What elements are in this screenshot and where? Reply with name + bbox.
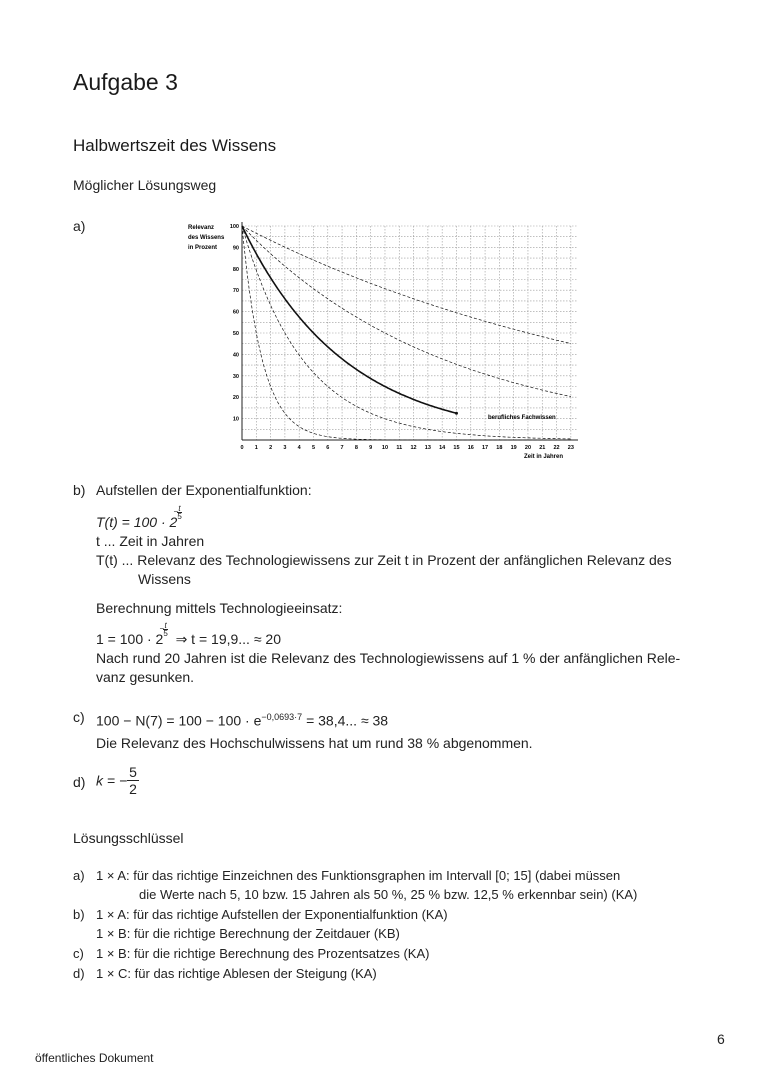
series-line-dashed-4 [242, 226, 571, 344]
solution-heading: Möglicher Lösungsweg [73, 177, 217, 193]
y-tick-label: 60 [232, 309, 239, 316]
calc-exponent [159, 621, 168, 638]
task-subtitle: Halbwertszeit des Wissens [73, 136, 277, 155]
exponent-numerator: t [178, 504, 181, 513]
x-tick-label: 1 [254, 445, 258, 451]
page-title: Aufgabe 3 [73, 69, 178, 95]
y-tick-label: 10 [232, 416, 239, 423]
part-c-formula-exponent: −0,0693·7 [261, 712, 303, 722]
series-line-dashed-3 [242, 226, 571, 397]
chart-axes [242, 222, 578, 440]
y-tick-label: 70 [232, 288, 239, 295]
x-tick-label: 19 [510, 445, 517, 451]
key-item-a-line1: 1 × A: für das richtige Einzeichnen des Funktionsgraphen im Intervall [0; 15] (dabei müssen [96, 868, 621, 883]
y-tick-label: 30 [232, 373, 239, 380]
part-d-fraction [127, 764, 139, 797]
part-c-formula-result: = 38,4... ≈ 38 [302, 712, 389, 729]
key-item-b-line2: 1 × B: für die richtige Berechnung der Zeitdauer (KB) [96, 926, 400, 941]
key-item-d-line1: 1 × C: für das richtige Ablesen der Steigung (KA) [96, 966, 377, 981]
x-tick-label: 2 [269, 445, 273, 451]
x-tick-label: 22 [553, 445, 560, 451]
y-tick-label: 90 [232, 245, 239, 252]
series-annotation: berufliches Fachwissen [488, 415, 556, 421]
calc-heading: Berechnung mittels Technologieeinsatz: [96, 600, 343, 616]
part-d-label: d) [73, 774, 86, 790]
x-tick-label: 20 [524, 445, 532, 451]
calc-lhs: 1 = 100 · 2 [96, 631, 164, 647]
calc-rhs: ⇒ t = 19,9... ≈ 20 [175, 631, 281, 647]
x-tick-label: 21 [539, 445, 546, 451]
formula-exponent [173, 504, 182, 521]
x-tick-label: 16 [467, 445, 474, 451]
x-tick-label: 3 [283, 445, 287, 451]
key-item-a-label: a) [73, 868, 85, 883]
y-axis-label-line2: des Wissens [188, 235, 225, 241]
x-tick-label: 7 [340, 445, 344, 451]
part-b-label: b) [73, 482, 86, 498]
part-b-formula [96, 505, 182, 531]
part-d-lhs: k = − [96, 772, 128, 789]
x-tick-label: 5 [311, 445, 316, 451]
def-T-line2: Wissens [138, 571, 191, 587]
chart-labels [188, 225, 563, 460]
x-tick-label: 17 [482, 445, 489, 451]
part-c-formula-main: 100 − N(7) = 100 − 100 · e [96, 712, 262, 729]
key-item-c-line1: 1 × B: für die richtige Berechnung des Prozentsatzes (KA) [96, 946, 430, 961]
part-d-numerator: 5 [129, 764, 137, 780]
calc-exponent-numerator: t [164, 621, 167, 630]
part-a-label: a) [73, 218, 86, 234]
y-tick-label: 50 [232, 331, 239, 337]
page-number: 6 [717, 1031, 725, 1047]
x-tick-label: 13 [424, 445, 431, 451]
x-tick-label: 0 [240, 445, 244, 451]
y-axis-label-line3: in Prozent [188, 245, 218, 251]
x-tick-label: 9 [369, 445, 373, 451]
exponent-sign: − [173, 507, 179, 516]
x-tick-label: 11 [396, 445, 403, 451]
calc-exponent-denominator: 5 [163, 629, 168, 638]
y-tick-label: 20 [232, 395, 239, 402]
x-tick-label: 18 [496, 445, 503, 451]
def-T-line1: T(t) ... Relevanz des Technologiewissens zur Zeit t in Prozent der anfänglichen Relevanz des [96, 552, 672, 568]
key-item-b-label: b) [73, 907, 85, 922]
y-axis-label-line1: Relevanz [188, 225, 215, 231]
x-tick-label: 14 [439, 445, 446, 451]
exponential-decay-chart [184, 216, 584, 466]
result-line2: vanz gesunken. [96, 669, 195, 685]
y-tick-label: 40 [232, 352, 239, 359]
x-tick-label: 12 [410, 445, 417, 451]
part-c-result: Die Relevanz des Hochschulwissens hat um rund 38 % abgenommen. [96, 735, 533, 751]
part-d-denominator: 2 [129, 781, 137, 797]
exponent-denominator: 5 [177, 512, 182, 521]
y-tick-label: 80 [232, 266, 239, 273]
footer-label: öffentliches Dokument [35, 1051, 154, 1065]
part-b-heading: Aufstellen der Exponentialfunktion: [96, 482, 312, 498]
x-axis-label: Zeit in Jahren [524, 454, 564, 460]
part-d-formula [96, 764, 139, 797]
series-line-solid [242, 226, 457, 413]
series-endpoint [455, 412, 458, 415]
y-tick-label: 100 [229, 224, 239, 230]
calc-formula [96, 622, 281, 648]
x-tick-label: 8 [354, 445, 358, 451]
x-tick-label: 6 [326, 445, 330, 451]
key-item-a-line2: die Werte nach 5, 10 bzw. 15 Jahren als 50 %, 25 % bzw. 12,5 % erkennbar sein) (KA) [139, 887, 638, 902]
part-c-label: c) [73, 709, 85, 725]
x-tick-label: 10 [381, 445, 389, 451]
result-line1: Nach rund 20 Jahren ist die Relevanz des Technologiewissens auf 1 % der anfänglichen Rele- [96, 650, 681, 666]
calc-exponent-sign: − [159, 624, 165, 633]
key-item-d-label: d) [73, 966, 85, 981]
key-item-c-label: c) [73, 946, 84, 961]
part-c-formula [96, 708, 388, 730]
key-heading: Lösungsschlüssel [73, 830, 184, 846]
x-tick-label: 15 [453, 445, 460, 451]
formula-lhs: T(t) = 100 · 2 [96, 514, 178, 530]
x-tick-label: 23 [567, 445, 574, 451]
def-t: t ... Zeit in Jahren [96, 533, 205, 549]
x-tick-label: 4 [297, 445, 301, 451]
key-item-b-line1: 1 × A: für das richtige Aufstellen der Exponentialfunktion (KA) [96, 907, 448, 922]
